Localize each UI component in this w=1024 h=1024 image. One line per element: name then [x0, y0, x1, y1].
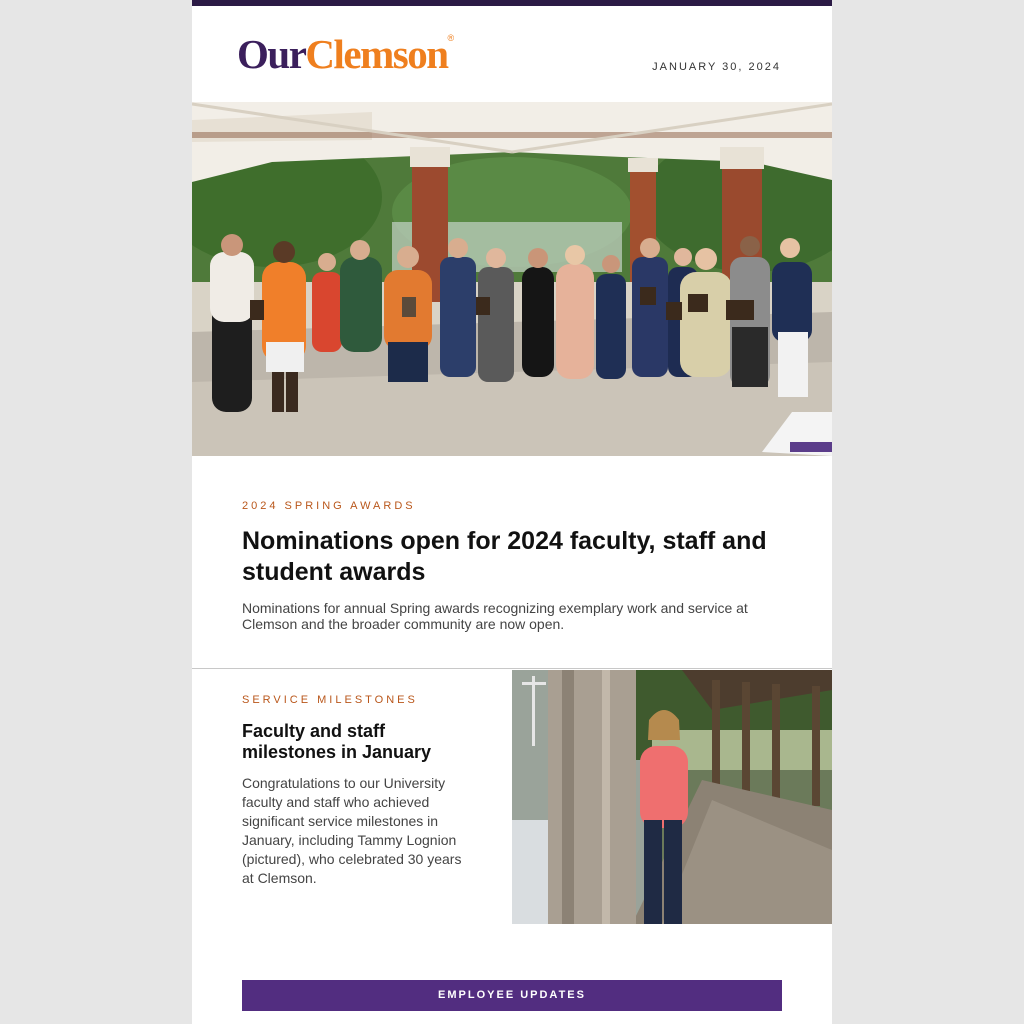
hero-photo-award-recipients[interactable]	[192, 102, 832, 456]
milestone-photo-employee[interactable]	[512, 670, 832, 924]
newsletter-header	[192, 6, 832, 102]
issue-date: JANUARY 30, 2024	[652, 61, 781, 73]
milestones-headline-link[interactable]: Faculty and staff milestones in January	[242, 721, 432, 762]
logo-text-clemson: Clemson	[305, 31, 448, 77]
feature-kicker: 2024 SPRING AWARDS	[242, 500, 416, 512]
newsletter-email	[192, 0, 832, 1024]
feature-headline-link[interactable]: Nominations open for 2024 faculty, staff and student awards	[242, 527, 767, 586]
logo-text-our: Our	[237, 31, 306, 77]
feature-summary: Nominations for annual Spring awards recognizing exemplary work and service at Clemson and the broader community are now open.	[242, 600, 748, 632]
feature-article	[242, 500, 782, 632]
logo-registered-mark: ®	[447, 33, 455, 43]
milestones-summary: Congratulations to our University faculty and staff who achieved significant service milestones in January, including Tammy Lognion (pictured), who celebrated 30 years at Clemson.	[242, 775, 462, 886]
section-divider	[192, 668, 832, 669]
milestones-kicker: SERVICE MILESTONES	[242, 694, 418, 706]
ourclemson-logo[interactable]	[237, 31, 455, 77]
employee-updates-button[interactable]: EMPLOYEE UPDATES	[242, 980, 782, 1011]
milestones-article	[242, 694, 467, 888]
